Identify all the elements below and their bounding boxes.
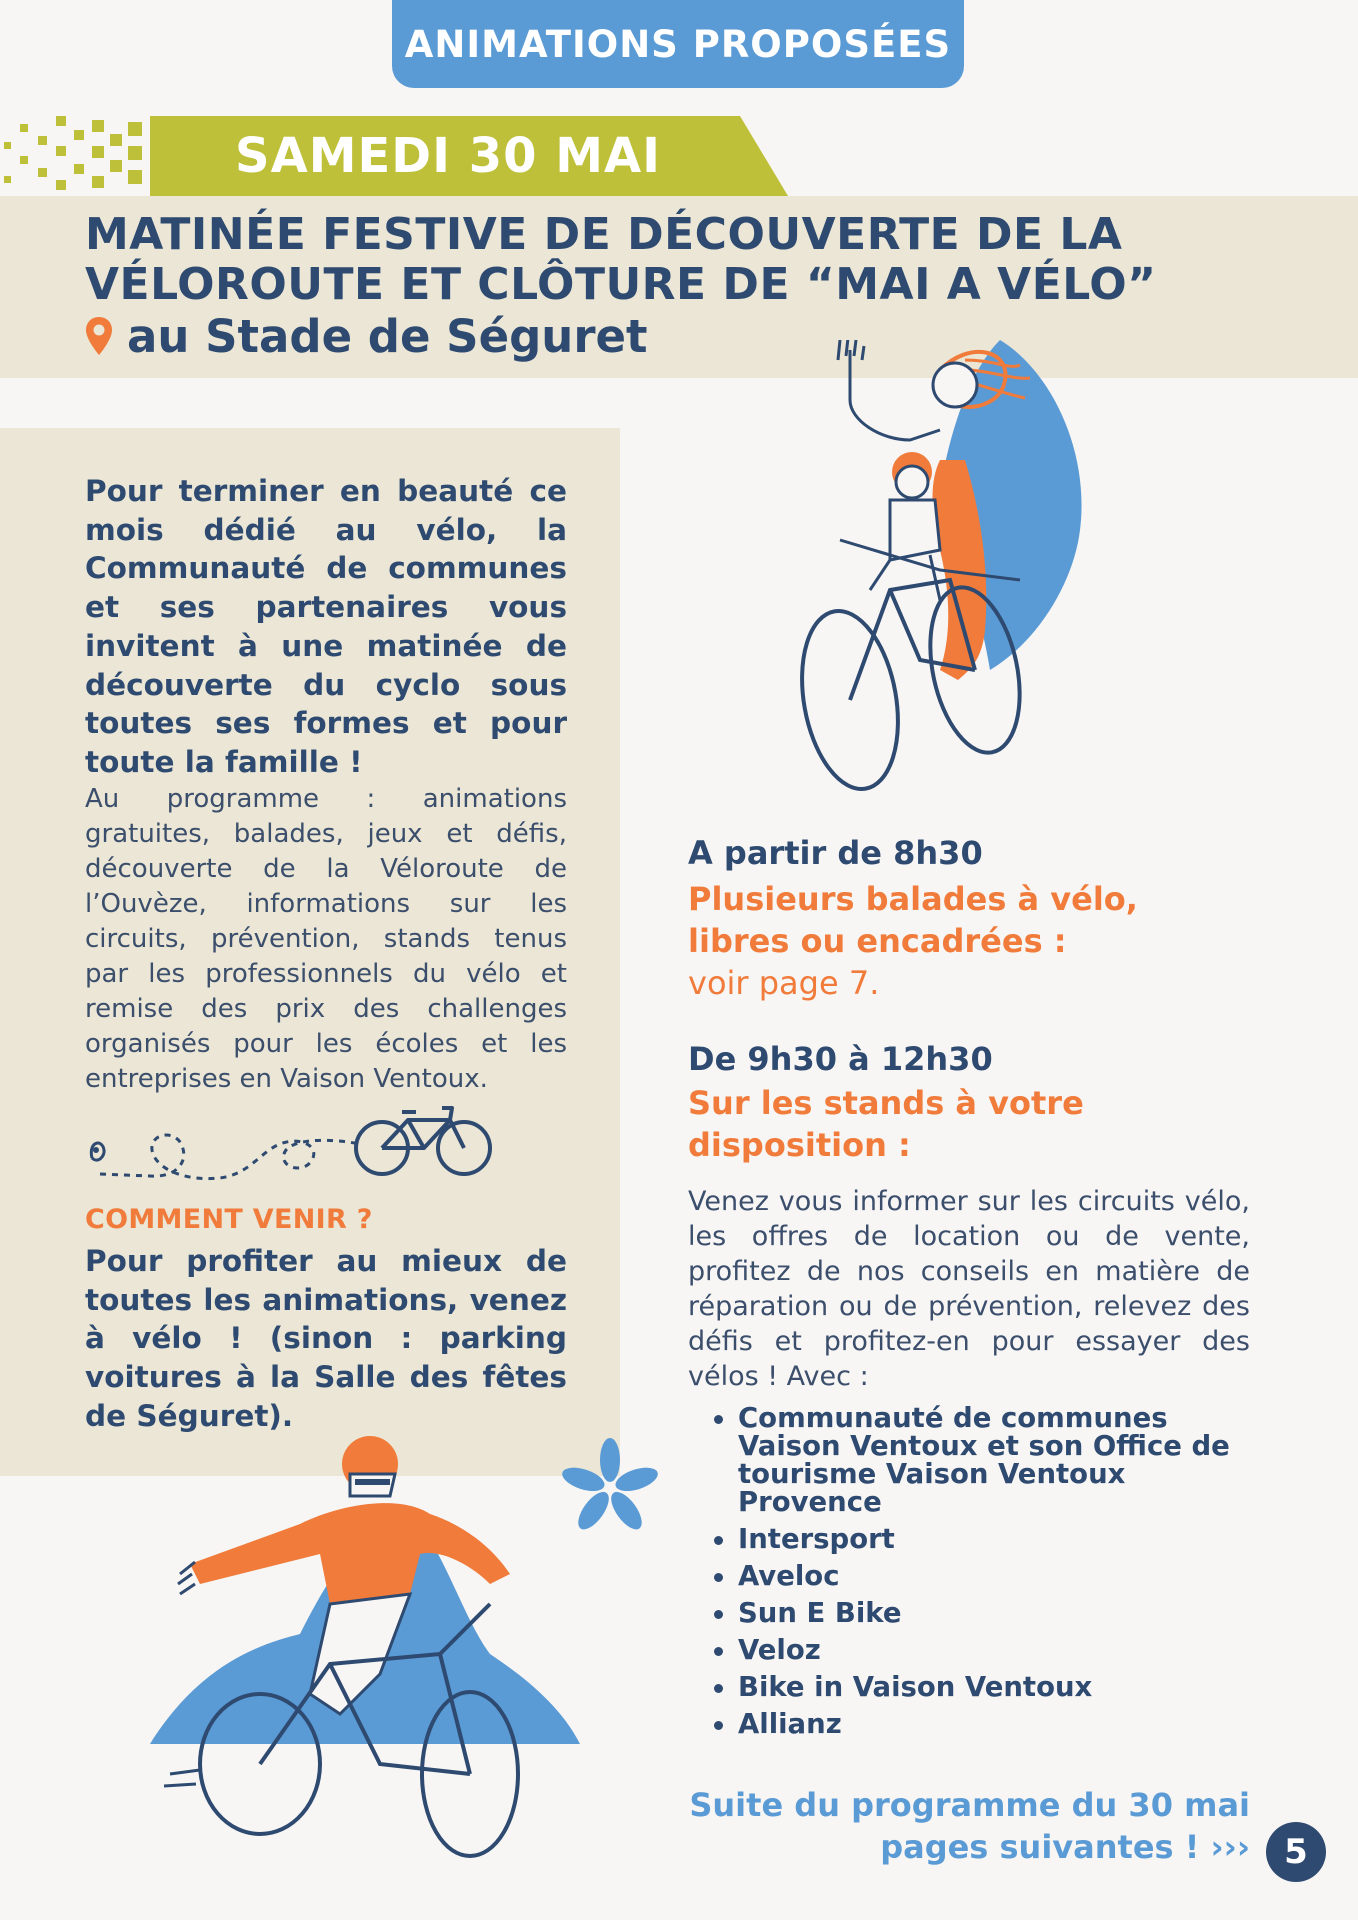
continue-note bbox=[620, 1784, 1250, 1868]
date-title: SAMEDI 30 MAI bbox=[235, 128, 661, 184]
family-cyclist-illustration bbox=[790, 340, 1100, 810]
list-item: Allianz bbox=[714, 1710, 1274, 1738]
rides-heading-line-2: libres ou encadrées : bbox=[688, 922, 1067, 960]
stands-description: Venez vous informer sur les circuits vélo, les offres de location ou de vente, profitez de nos conseils en matière de réparation ou de prévention, relevez des défis et profitez-en pour essayer des vélos ! Avec : bbox=[688, 1186, 1250, 1392]
event-location bbox=[85, 308, 648, 364]
event-title-line-2: VÉLOROUTE ET CLÔTURE DE “MAI A VÉLO” bbox=[85, 259, 1157, 310]
list-item: Veloz bbox=[714, 1636, 1274, 1664]
continue-line-2[interactable]: pages suivantes ! ››› bbox=[880, 1828, 1250, 1866]
route-bicycle-icon bbox=[80, 1098, 500, 1194]
pixel-pattern-decoration bbox=[4, 116, 180, 196]
rides-page-link[interactable]: voir page 7. bbox=[688, 964, 880, 1002]
event-title-line-1: MATINÉE FESTIVE DE DÉCOUVERTE DE LA bbox=[85, 209, 1123, 260]
list-item: Sun E Bike bbox=[714, 1599, 1274, 1627]
list-item: Bike in Vaison Ventoux bbox=[714, 1673, 1274, 1701]
rides-heading-line-1: Plusieurs balades à vélo, bbox=[688, 880, 1138, 918]
section-tab-label: ANIMATIONS PROPOSÉES bbox=[404, 22, 952, 66]
asterisk-decoration-icon bbox=[560, 1438, 660, 1538]
partners-list bbox=[714, 1404, 1274, 1747]
program-description: Au programme : animations gratuites, balades, jeux et défis, découverte de la Véloroute de l’Ouvèze, informations sur les circuits, prévention, stands tenus par les professionnels du vélo et remise des prix des challenges organisés pour les écoles et les entreprises en Vaison Ventoux. bbox=[85, 784, 567, 1094]
stands-heading-line-1: Sur les stands à votre bbox=[688, 1084, 1084, 1122]
page-number: 5 bbox=[1284, 1832, 1308, 1872]
list-item: Intersport bbox=[714, 1525, 1274, 1553]
how-to-come-heading: COMMENT VENIR ? bbox=[85, 1204, 373, 1235]
list-item: Communauté de communes Vaison Ventoux et son Office de tourisme Vaison Ventoux Provence bbox=[714, 1404, 1274, 1516]
cyclist-mountain-illustration bbox=[140, 1434, 600, 1874]
how-to-come-text: Pour profiter au mieux de toutes les animations, venez à vélo ! (sinon : parking voitures à la Salle des fêtes de Séguret). bbox=[85, 1244, 567, 1433]
section-tab bbox=[392, 0, 964, 88]
location-text: au Stade de Séguret bbox=[127, 309, 648, 363]
page-number-badge bbox=[1266, 1822, 1326, 1882]
time-heading-2: De 9h30 à 12h30 bbox=[688, 1040, 993, 1078]
location-pin-icon bbox=[85, 316, 113, 356]
continue-line-1: Suite du programme du 30 mai bbox=[689, 1786, 1250, 1824]
time-heading-1: A partir de 8h30 bbox=[688, 834, 983, 872]
list-item: Aveloc bbox=[714, 1562, 1274, 1590]
intro-text: Pour terminer en beauté ce mois dédié au vélo, la Communauté de communes et ses partenaires vous invitent à une matinée de découverte du cyclo sous toutes ses formes et pour toute la famille ! bbox=[85, 474, 567, 779]
stands-heading-line-2: disposition : bbox=[688, 1126, 911, 1164]
